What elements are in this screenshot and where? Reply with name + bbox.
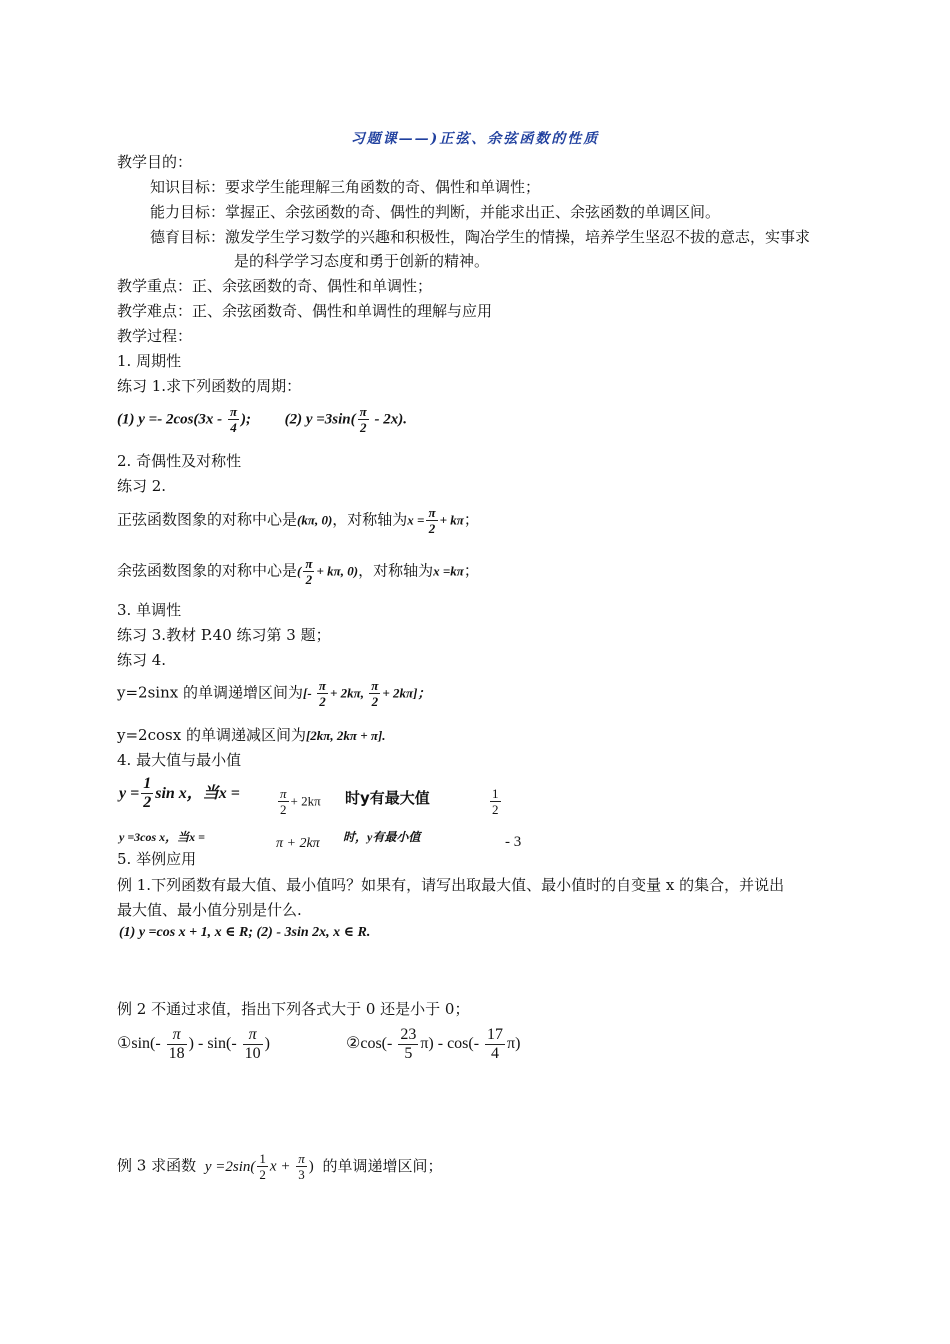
formula1-suffix: ); xyxy=(241,411,252,428)
section1-heading: 1. 周期性 xyxy=(117,352,182,370)
min-value-line xyxy=(119,828,205,845)
max-x-fraction xyxy=(278,786,289,817)
key-points: 教学重点：正、余弦函数的奇、偶性和单调性； xyxy=(117,277,433,295)
max-value-line xyxy=(119,775,240,812)
cosine-axis-text: ，对称轴为 xyxy=(358,561,434,580)
cosine-symmetry-line xyxy=(117,556,479,587)
example3-label: 例 3 求函数 xyxy=(117,1156,197,1175)
example2-comparison1 xyxy=(117,1026,270,1063)
ability-goal: 能力目标：掌握正、余弦函数的奇、偶性的判断，并能求出正、余弦函数的单调区间。 xyxy=(150,203,721,221)
comparison1-fraction2 xyxy=(243,1026,263,1063)
max-func-prefix: y = xyxy=(119,785,140,802)
comparison1-numerator2: π xyxy=(243,1026,263,1045)
example3-line xyxy=(117,1151,443,1182)
example1-line2: 最大值、最小值分别是什么. xyxy=(117,901,302,919)
min-func-prefix: y =3cos x，当x = xyxy=(119,830,205,844)
comparison1-fraction1 xyxy=(167,1026,187,1063)
section5-heading: 5. 举例应用 xyxy=(117,850,197,868)
sine-axis-text: ，对称轴为 xyxy=(332,510,408,529)
sine-axis-numerator: π xyxy=(428,505,436,520)
sine-center-text: 正弦函数图象的对称中心是 xyxy=(117,510,298,529)
process-heading: 教学过程： xyxy=(117,327,193,345)
decreasing-label: y=2cosx 的单调递减区间为 xyxy=(117,726,306,744)
max-func-fraction xyxy=(141,775,153,812)
increasing-interval-line xyxy=(117,678,430,709)
cosine-center-denominator: 2 xyxy=(305,572,313,587)
knowledge-goal: 知识目标：要求学生能理解三角函数的奇、偶性和单调性； xyxy=(150,178,541,196)
cosine-center-numerator: π xyxy=(305,556,313,571)
comparison1-middle: ) - sin(- xyxy=(188,1035,241,1053)
document-title: 习题课——)正弦、余弦函数的性质 xyxy=(350,131,600,147)
sine-axis-denominator: 2 xyxy=(428,521,436,536)
cosine-center-prefix: ( xyxy=(297,563,302,579)
formula1-denominator: 4 xyxy=(230,420,237,435)
goals-heading: 教学目的： xyxy=(117,153,193,171)
formula2-prefix: (2) y =3sin( xyxy=(284,411,356,428)
sine-axis-suffix: + kπ xyxy=(439,512,464,528)
increasing-fraction1 xyxy=(317,678,328,709)
max-func-middle: sin x，当x = xyxy=(155,785,240,802)
exercise1-formulas xyxy=(117,404,407,435)
comparison1-end: ) xyxy=(264,1035,270,1053)
max-func-denominator: 2 xyxy=(143,794,152,811)
formula1-prefix: (1) y =- 2cos(3x - xyxy=(117,411,226,428)
example1-line1: 例 1.下列函数有最大值、最小值吗？如果有，请写出取最大值、最小值时的自变量 x 的集合，并说出 xyxy=(117,876,785,894)
formula2-numerator: π xyxy=(359,404,367,419)
comparison2-numerator1: 23 xyxy=(400,1026,417,1043)
comparison1-denominator2: 10 xyxy=(244,1045,261,1062)
comparison2-middle: π) - cos(- xyxy=(420,1035,484,1053)
sine-axis-prefix: x = xyxy=(407,512,425,528)
min-x-value: π + 2kπ xyxy=(276,836,320,851)
example2-text: 例 2 不通过求值，指出下列各式大于 0 还是小于 0； xyxy=(117,1000,470,1018)
example2-comparison2 xyxy=(346,1026,520,1063)
increasing-open: [- xyxy=(302,685,315,701)
section2-heading: 2. 奇偶性及对称性 xyxy=(117,452,242,470)
sine-symmetry-line xyxy=(117,505,479,536)
max-x-value xyxy=(276,786,321,817)
max-x-suffix: + 2kπ xyxy=(290,793,321,809)
difficult-points: 教学难点：正、余弦函数奇、偶性和单调性的理解与应用 xyxy=(117,302,493,320)
max-value-fraction xyxy=(490,786,501,817)
comparison1-numerator1: π xyxy=(167,1026,187,1045)
example1-formula: (1) y =cos x + 1, x ∈ R; (2) - 3sin 2x, x ∈ R. xyxy=(119,925,371,940)
comparison2-numerator2: 17 xyxy=(487,1026,504,1043)
comparison1-denominator1: 18 xyxy=(168,1045,185,1062)
increasing-close: + 2kπ]； xyxy=(382,685,431,701)
increasing-label: y=2sinx 的单调递增区间为 xyxy=(117,683,303,702)
decreasing-value: [2kπ, 2kπ + π]. xyxy=(305,728,386,743)
increasing-numerator2: π xyxy=(371,678,379,693)
cosine-axis-value: x =kπ xyxy=(433,563,464,579)
example3-prefix: y =2sin( xyxy=(204,1158,256,1175)
cosine-center-suffix: + kπ, 0) xyxy=(316,563,359,579)
example3-fraction2 xyxy=(296,1151,307,1182)
example3-numerator2: π xyxy=(298,1151,305,1166)
formula2-fraction xyxy=(358,404,369,435)
max-text: 时y有最大值 xyxy=(345,789,430,807)
increasing-middle: + 2kπ, xyxy=(330,685,368,701)
min-text: 时，y有最小值 xyxy=(343,830,421,844)
max-value xyxy=(488,786,503,817)
comparison2-fraction1 xyxy=(398,1026,418,1063)
sine-axis-fraction xyxy=(426,505,437,536)
moral-goal-line1: 德育目标：激发学生学习数学的兴趣和积极性，陶冶学生的情操，培养学生坚忍不拔的意志，实事求 xyxy=(150,228,811,246)
max-value-numerator: 1 xyxy=(492,786,499,801)
cosine-center-text: 余弦函数图象的对称中心是 xyxy=(117,561,298,580)
max-x-numerator: π xyxy=(280,786,287,801)
formula2-denominator: 2 xyxy=(359,420,367,435)
exercise2-text: 练习 2. xyxy=(117,477,167,495)
cosine-center-fraction xyxy=(303,556,314,587)
max-x-denominator: 2 xyxy=(280,802,287,817)
formula1-numerator: π xyxy=(229,404,238,419)
formula2-suffix: - 2x). xyxy=(370,411,408,428)
moral-goal-line2: 是的科学学习态度和勇于创新的精神。 xyxy=(234,252,490,270)
increasing-fraction2 xyxy=(369,678,380,709)
example3-numerator1: 1 xyxy=(259,1151,266,1166)
example3-fraction1 xyxy=(257,1151,268,1182)
comparison2-fraction2 xyxy=(485,1026,505,1063)
max-func-numerator: 1 xyxy=(143,775,152,792)
comparison2-label: ②cos(- xyxy=(346,1035,397,1053)
section3-heading: 3. 单调性 xyxy=(117,601,182,619)
exercise3-text: 练习 3.教材 P.40 练习第 3 题； xyxy=(117,626,331,644)
example3-suffix: 的单调递增区间； xyxy=(322,1156,443,1175)
exercise4-text: 练习 4. xyxy=(117,651,167,669)
cosine-line-end: ； xyxy=(463,561,479,580)
formula1-fraction xyxy=(228,404,239,435)
comparison2-denominator1: 5 xyxy=(404,1045,413,1062)
max-value-denominator: 2 xyxy=(492,802,499,817)
increasing-numerator1: π xyxy=(318,678,327,693)
increasing-denominator1: 2 xyxy=(319,694,326,709)
increasing-denominator2: 2 xyxy=(371,694,379,709)
exercise1-text: 练习 1.求下列函数的周期： xyxy=(117,377,302,395)
comparison2-end: π) xyxy=(507,1035,521,1053)
section4-heading: 4. 最大值与最小值 xyxy=(117,751,242,769)
example3-end: ) xyxy=(308,1158,314,1175)
comparison2-denominator2: 4 xyxy=(491,1045,500,1062)
decreasing-interval-line xyxy=(117,724,386,745)
sine-line-end: ； xyxy=(463,510,479,529)
example3-denominator1: 2 xyxy=(259,1167,266,1182)
sine-center-value: (kπ, 0) xyxy=(297,512,333,528)
example3-middle: x + xyxy=(269,1158,295,1175)
comparison1-label: ①sin(- xyxy=(117,1035,165,1053)
example3-denominator2: 3 xyxy=(298,1167,305,1182)
min-value: - 3 xyxy=(505,834,522,850)
